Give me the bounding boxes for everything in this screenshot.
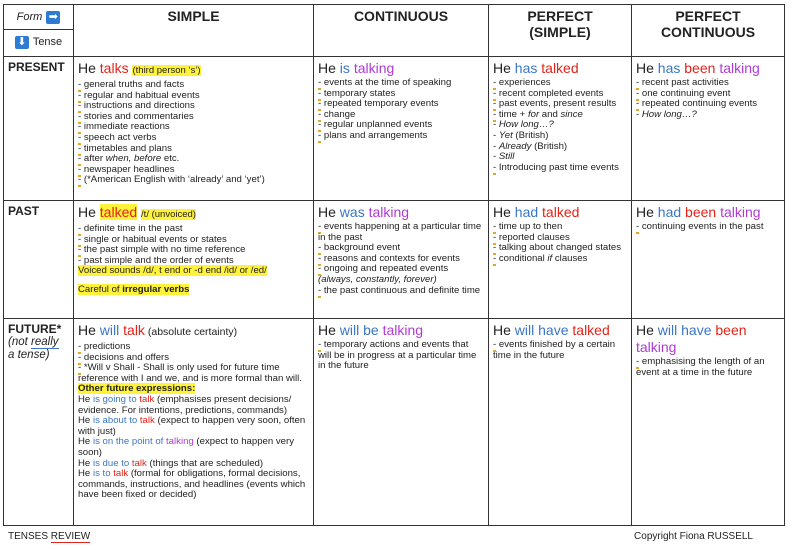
present-perfect-title: He has talked <box>493 60 579 76</box>
list-item: - conditional if clauses <box>493 252 588 264</box>
list-item: - instructions and directions <box>78 100 195 112</box>
future-label: FUTURE* <box>8 322 62 336</box>
list-item: - (*American English with ‘already’ and ‘yet’) <box>78 174 265 186</box>
list-item: - time + for and since <box>493 108 583 120</box>
list-item: - plans and arrangements <box>318 129 428 141</box>
list-item: - general truths and facts <box>78 79 185 90</box>
list-item: - Introducing past time events <box>493 161 619 173</box>
list-item: - regular and habitual events <box>78 89 200 101</box>
list-item: - Already (British) <box>493 140 568 152</box>
footer-title: TENSES REVIEW <box>8 531 91 542</box>
list-item: - regular unplanned events <box>318 119 433 131</box>
list-item: - predictions <box>78 341 131 352</box>
future-simple-cell <box>74 319 314 526</box>
present-simple-cell <box>74 57 314 201</box>
corner-cell <box>4 5 74 57</box>
col-simple: SIMPLE <box>74 5 314 57</box>
present-perfect-continuous-cell <box>632 57 785 201</box>
careful-note: Careful of irregular verbs <box>78 283 190 295</box>
header-row <box>4 5 785 57</box>
voiced-note: Voiced sounds /d/, t end or -d end /id/ or /ed/ <box>78 265 267 277</box>
future-note: (not really a tense) <box>8 336 59 361</box>
present-continuous-cell <box>314 57 489 201</box>
list-item: - single or habitual events or states <box>78 233 227 245</box>
list-item: - talking about changed states <box>493 242 622 254</box>
list-item: - one continuing event <box>636 87 731 99</box>
future-simple-title: He will talk (absolute certainty) <box>78 322 238 338</box>
list-item: - change <box>318 108 356 120</box>
list-item: - experiences <box>493 77 551 88</box>
list-item: - past simple and the order of events <box>78 254 234 266</box>
list-item: - Yet (British) <box>493 129 549 141</box>
past-perfect-cell <box>489 201 632 319</box>
footer-copyright: Copyright Fiona RUSSELL <box>634 531 753 542</box>
past-perfect-title: He had talked <box>493 204 580 220</box>
list-item: - past events, present results <box>493 98 617 110</box>
list-item: - temporary states <box>318 87 396 99</box>
row-present: PRESENT <box>4 57 74 201</box>
present-perfect-cell <box>489 57 632 201</box>
present-row <box>4 57 785 201</box>
past-simple-cell <box>74 201 314 319</box>
list-item: - repeated continuing events <box>636 98 758 110</box>
future-perfect-title: He will have talked <box>493 322 610 338</box>
list-item: - repeated temporary events <box>318 98 439 110</box>
list-item: - timetables and plans <box>78 142 172 154</box>
list-item: - temporary actions and events that will be in progress at a particular time in the future <box>318 339 477 372</box>
list-item: - ongoing and repeated events <box>318 263 449 275</box>
examples-note: (always, constantly, forever) <box>318 273 437 285</box>
present-simple-title: He talks (third person ‘s’) <box>78 60 201 76</box>
future-perfect-cell <box>489 319 632 526</box>
past-perfect-continuous-title: He had been talking <box>636 204 761 220</box>
past-continuous-title: He was talking <box>318 204 410 220</box>
list-item: - events at the time of speaking <box>318 77 452 88</box>
col-perfect-continuous: PERFECT CONTINUOUS <box>632 5 785 57</box>
past-continuous-cell <box>314 201 489 319</box>
list-item: - decisions and offers <box>78 351 170 363</box>
list-item: - background event <box>318 242 401 254</box>
arrow-right-icon: ➡ <box>46 11 60 24</box>
row-future <box>4 319 74 526</box>
future-continuous-cell <box>314 319 489 526</box>
tense-label-row <box>4 30 73 54</box>
form-label-row <box>4 5 73 30</box>
tense-label: Tense <box>32 36 63 48</box>
list-item: - after when, before etc. <box>78 153 180 165</box>
list-item: - events finished by a certain time in the future <box>493 339 616 361</box>
expression-item: He is going to talk (emphasises present decisions/ evidence. For intentions, predictions, commands) <box>78 393 292 416</box>
list-item: - continuing events in the past <box>636 221 764 232</box>
col-perfect-simple: PERFECT (SIMPLE) <box>489 5 632 57</box>
other-expressions-title: Other future expressions: <box>78 383 196 395</box>
list-item: - How long…? <box>493 119 554 131</box>
past-simple-title: He talked /t/ (unvoiced) <box>78 204 196 220</box>
row-past: PAST <box>4 201 74 319</box>
list-item: - newspaper headlines <box>78 163 175 175</box>
future-perfect-continuous-title: He will have been talking <box>636 322 747 355</box>
will-shall-note: - *Will v Shall - Shall is only used for future time reference with I and we, and is more formal than will. <box>78 362 302 384</box>
expression-item: He is to talk (formal for obligations, formal decisions, commands, instructions, and headlines (events which have been fixed or decided) <box>78 468 306 501</box>
expression-item: He is on the point of talking (expect to happen very soon) <box>78 436 295 458</box>
arrow-down-icon: ⬇ <box>15 36 29 49</box>
list-item: - the past simple with no time reference <box>78 244 246 256</box>
list-item: - reasons and contexts for events <box>318 252 460 264</box>
present-continuous-title: He is talking <box>318 60 395 76</box>
list-item: - immediate reactions <box>78 121 170 133</box>
list-item: - recent completed events <box>493 87 604 99</box>
list-item: - How long…? <box>636 108 697 120</box>
future-row <box>4 319 785 526</box>
past-perfect-continuous-cell <box>632 201 785 319</box>
past-row <box>4 201 785 319</box>
list-item: - reported clauses <box>493 231 570 243</box>
list-item: - time up to then <box>493 221 563 232</box>
future-perfect-continuous-cell <box>632 319 785 526</box>
list-item: - the past continuous and definite time <box>318 284 481 296</box>
future-continuous-title: He will be talking <box>318 322 424 338</box>
list-item: - definite time in the past <box>78 223 183 234</box>
form-label: Form <box>16 11 43 23</box>
expression-item: He is about to talk (expect to happen very soon, often with just) <box>78 415 306 437</box>
list-item: - Still <box>493 151 515 163</box>
list-item: - stories and commentaries <box>78 110 194 122</box>
present-perfect-continuous-title: He has been talking <box>636 60 760 76</box>
list-item: - speech act verbs <box>78 131 157 143</box>
col-continuous: CONTINUOUS <box>314 5 489 57</box>
list-item: - recent past activities <box>636 77 729 88</box>
expression-item: He is due to talk (things that are scheduled) <box>78 457 264 469</box>
list-item: - emphasising the length of an event at a time in the future <box>636 356 765 378</box>
list-item: - events happening at a particular time in the past <box>318 221 482 243</box>
tenses-table <box>3 4 785 526</box>
